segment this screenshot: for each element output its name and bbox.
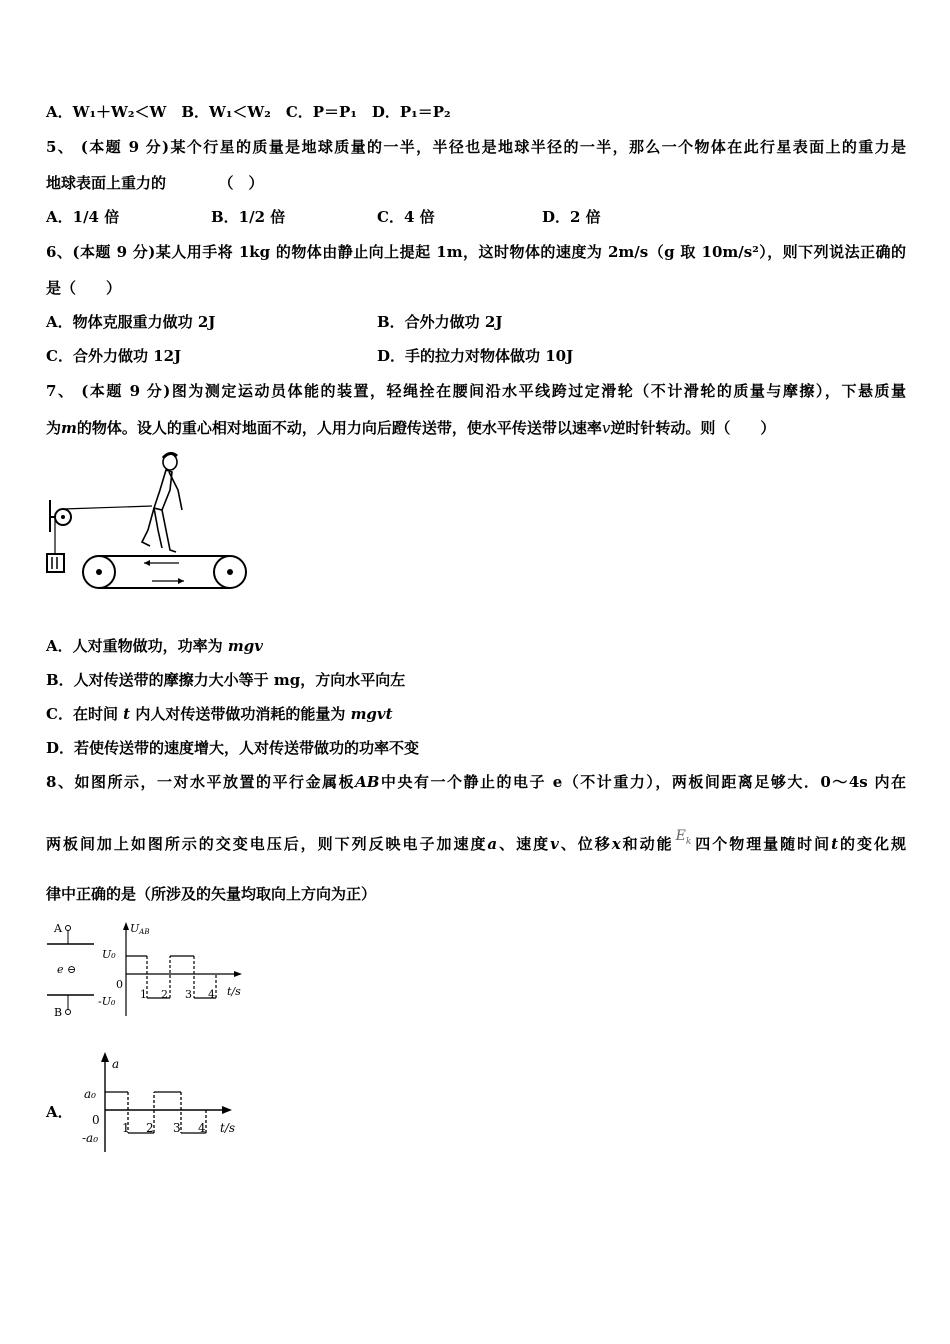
zero-label: 0 bbox=[92, 1113, 100, 1127]
q8-stem-line1: 8、如图所示，一对水平放置的平行金属板AB中央有一个静止的电子 e（不计重力），两板间距离足够大．0～4s 内在 bbox=[46, 773, 906, 791]
q6-option-c[interactable]: C．合外力做功 12J bbox=[46, 347, 182, 365]
tick-2: 2 bbox=[146, 1121, 154, 1135]
acceleration-graph bbox=[80, 1048, 250, 1158]
q6-option-a[interactable]: A．物体克服重力做功 2J bbox=[46, 313, 216, 331]
q8-stem-line2: 两板间加上如图所示的交变电压后，则下列反映电子加速度a、速度v、位移x和动能 $E_k$ 四个物理量随时间t的变化规 bbox=[46, 828, 906, 853]
q8-option-a-label[interactable]: A． bbox=[46, 1103, 73, 1121]
q8-stem-line3: 律中正确的是（所涉及的矢量均取向上方向为正） bbox=[46, 885, 377, 903]
q6-option-b[interactable]: B．合外力做功 2J bbox=[377, 313, 503, 331]
a0-label: a₀ bbox=[84, 1087, 96, 1101]
tick-1: 1 bbox=[140, 988, 147, 1001]
q5-stem-line2: 地球表面上重力的 （ ） bbox=[46, 174, 264, 192]
zero-label: 0 bbox=[116, 978, 123, 991]
tick-2: 2 bbox=[161, 988, 168, 1001]
treadmill-figure bbox=[44, 450, 254, 600]
tick-1: 1 bbox=[122, 1121, 130, 1135]
q7-stem-line1: 7、 (本题 9 分)图为测定运动员体能的装置，轻绳拴在腰间沿水平线跨过定滑轮（不计滑轮的质量与摩擦），下悬质量 bbox=[46, 382, 906, 400]
u0-label: U₀ bbox=[102, 948, 116, 961]
tick-4: 4 bbox=[208, 988, 215, 1001]
conveyor-belt bbox=[83, 556, 246, 588]
q5-option-c[interactable]: C．4 倍 bbox=[377, 208, 435, 226]
q6-option-d[interactable]: D．手的拉力对物体做功 10J bbox=[377, 347, 574, 365]
q5-stem-line1: 5、 (本题 9 分)某个行星的质量是地球质量的一半，半径也是地球半径的一半，那么一个物体在此行星表面上的重力是 bbox=[46, 138, 906, 156]
q6-stem-line2: 是（ ） bbox=[46, 279, 122, 297]
y-axis-label: UAB bbox=[130, 922, 150, 936]
q7-option-a[interactable]: A．人对重物做功，功率为 mgv bbox=[46, 637, 263, 655]
accel-waveform bbox=[105, 1092, 206, 1133]
q5-option-b[interactable]: B．1/2 倍 bbox=[211, 208, 286, 226]
q4-options: A．W₁＋W₂＜W B．W₁＜W₂ C．P＝P₁ D．P₁＝P₂ bbox=[46, 103, 451, 121]
electron-label: e ⊖ bbox=[57, 963, 77, 976]
voltage-figure bbox=[44, 918, 254, 1028]
tick-3: 3 bbox=[185, 988, 192, 1001]
q7-option-c[interactable]: C．在时间 t 内人对传送带做功消耗的能量为 mgvt bbox=[46, 705, 393, 723]
q7-stem-line2: 为m的物体。设人的重心相对地面不动，人用力向后蹬传送带，使水平传送带以速率v逆时针转动。则（ ） bbox=[46, 419, 776, 437]
weight-block bbox=[47, 554, 64, 572]
q7-option-b[interactable]: B．人对传送带的摩擦力大小等于 mg，方向水平向左 bbox=[46, 671, 406, 689]
q6-stem-line1: 6、(本题 9 分)某人用手将 1kg 的物体由静止向上提起 1m，这时物体的速度为 2m/s（g 取 10m/s²），则下列说法正确的 bbox=[46, 243, 906, 261]
parallel-plates bbox=[47, 922, 94, 1019]
tick-3: 3 bbox=[173, 1121, 181, 1135]
x-axis-label: t/s bbox=[227, 985, 241, 998]
plate-a-label: A bbox=[54, 922, 62, 935]
kinetic-energy-symbol: $E_k$ bbox=[675, 828, 692, 847]
runner-figure bbox=[142, 453, 182, 552]
plate-b-label: B bbox=[54, 1006, 63, 1019]
q5-option-a[interactable]: A．1/4 倍 bbox=[46, 208, 120, 226]
x-axis-label: t/s bbox=[220, 1121, 236, 1135]
tick-4: 4 bbox=[198, 1121, 206, 1135]
y-axis-label: a bbox=[112, 1057, 120, 1071]
q5-option-d[interactable]: D．2 倍 bbox=[542, 208, 601, 226]
q7-option-d[interactable]: D．若使传送带的速度增大，人对传送带做功的功率不变 bbox=[46, 739, 420, 757]
neg-a0-label: -a₀ bbox=[82, 1131, 99, 1145]
neg-u0-label: -U₀ bbox=[98, 995, 116, 1008]
